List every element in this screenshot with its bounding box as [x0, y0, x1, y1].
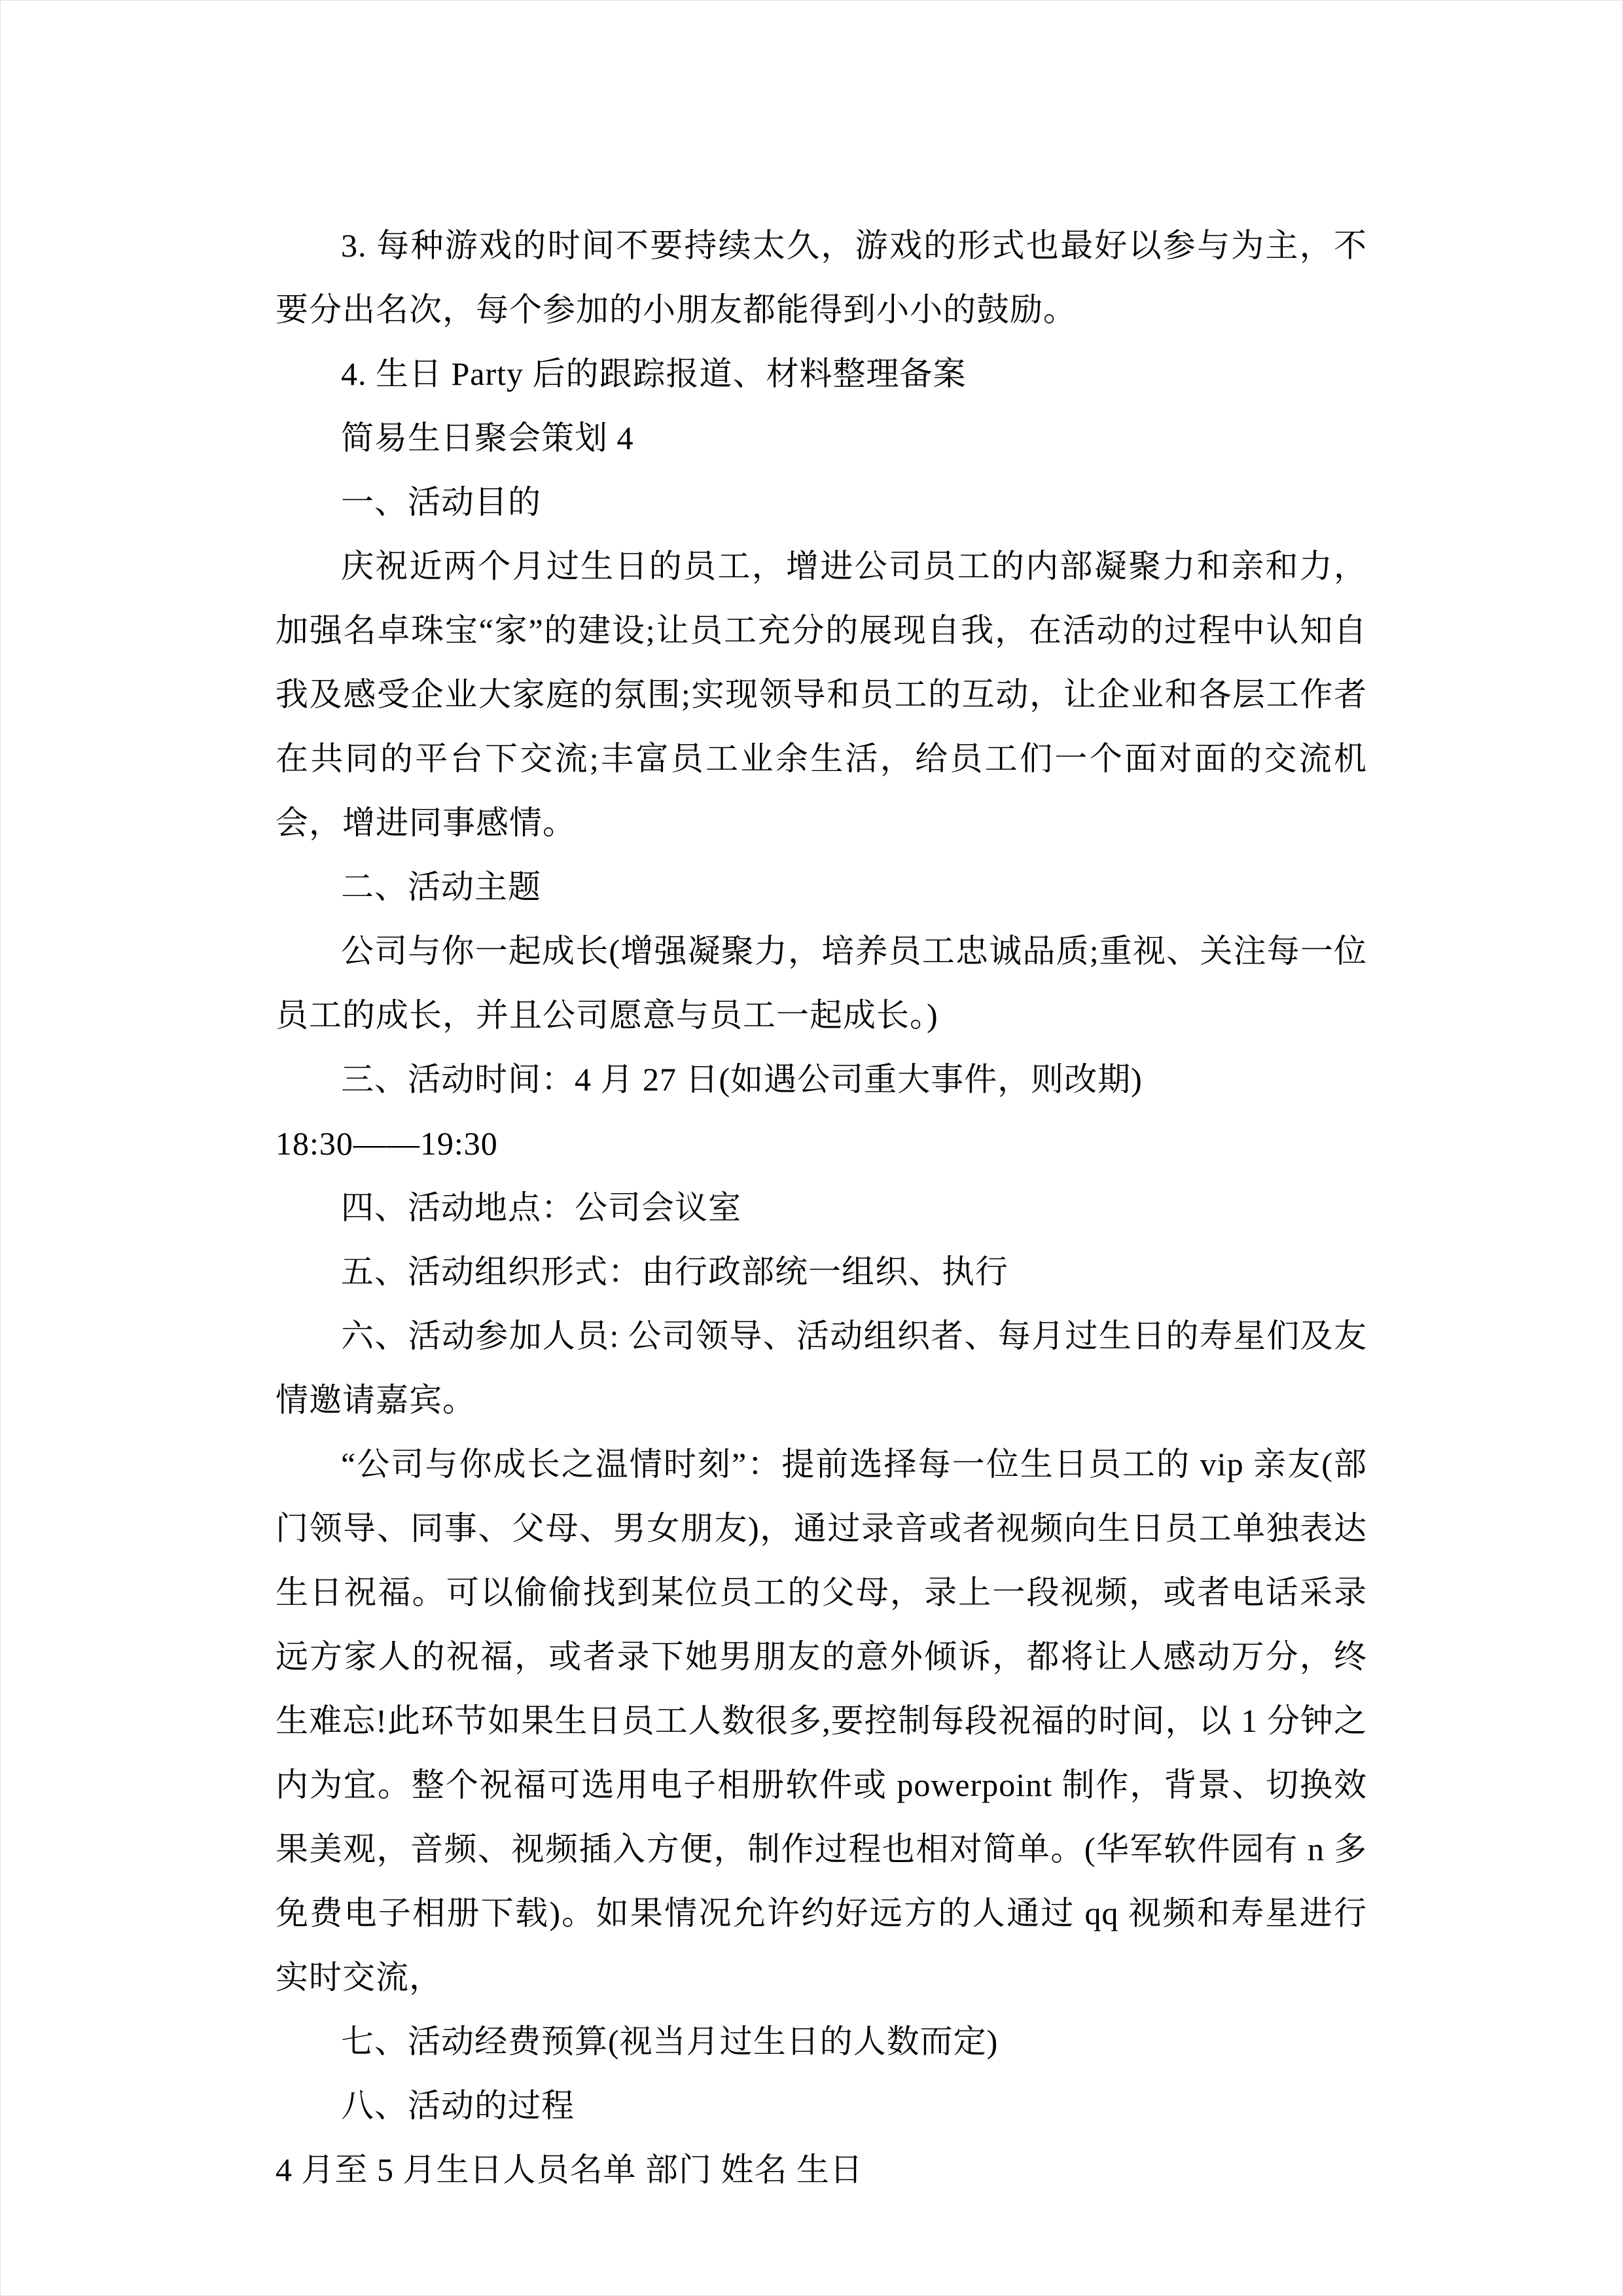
- heading-activity-location: 四、活动地点：公司会议室: [341, 1189, 741, 1226]
- paragraph-warm-moment-detail: “公司与你成长之温情时刻”：提前选择每一位生日员工的 vip 亲友(部门领导、同事、父母、男女朋友)，通过录音或者视频向生日员工单独表达生日祝福。可以偷偷找到某位员工的父母，录上一段视频，或者电话采录远方家人的祝福，或者录下她男朋友的意外倾诉，都将让人感动万分，终生难忘!此环节如果生日员工人数很多,要控制每段祝福的时间，以 1 分钟之内为宜。整个祝福可选用电子相册软件或 powerpoint 制作，背景、切换效果美观，音频、视频插入方便，制作过程也相对简单。(华军软件园有 n 多免费电子相册下载)。如果情况允许约好远方的人通过 qq 视频和寿星进行实时交流，: [276, 1446, 1367, 1996]
- paragraph-purpose-detail: 庆祝近两个月过生日的员工，增进公司员工的内部凝聚力和亲和力，加强名卓珠宝“家”的建设;让员工充分的展现自我，在活动的过程中认知自我及感受企业大家庭的氛围;实现领导和员工的互动，让企业和各层工作者在共同的平台下交流;丰富员工业余生活，给员工们一个面对面的交流机会，增进同事感情。: [276, 548, 1367, 841]
- paragraph-game-time-note: 3. 每种游戏的时间不要持续太久，游戏的形式也最好以参与为主，不要分出名次，每个参加的小朋友都能得到小小的鼓励。: [276, 227, 1367, 328]
- section-title-plan4: 简易生日聚会策划 4: [341, 420, 634, 456]
- heading-activity-process: 八、活动的过程: [341, 2087, 575, 2124]
- document-body: [276, 213, 1367, 2202]
- paragraph-time-range: 18:30——19:30: [276, 1125, 498, 1162]
- paragraph-theme-detail: 公司与你一起成长(增强凝聚力，培养员工忠诚品质;重视、关注每一位员工的成长，并且公司愿意与员工一起成长。): [276, 933, 1367, 1033]
- heading-activity-budget: 七、活动经费预算(视当月过生日的人数而定): [341, 2023, 999, 2060]
- heading-activity-time: 三、活动时间：4 月 27 日(如遇公司重大事件，则改期): [341, 1061, 1143, 1098]
- heading-activity-theme: 二、活动主题: [341, 869, 541, 905]
- paragraph-participants: 六、活动参加人员: 公司领导、活动组织者、每月过生日的寿星们及友情邀请嘉宾。: [276, 1318, 1367, 1418]
- heading-activity-organization: 五、活动组织形式：由行政部统一组织、执行: [341, 1253, 1008, 1290]
- paragraph-party-followup: 4. 生日 Party 后的跟踪报道、材料整理备案: [341, 355, 967, 392]
- heading-activity-purpose: 一、活动目的: [341, 484, 541, 520]
- paragraph-birthday-name-list: 4 月至 5 月生日人员名单 部门 姓名 生日: [276, 2151, 863, 2188]
